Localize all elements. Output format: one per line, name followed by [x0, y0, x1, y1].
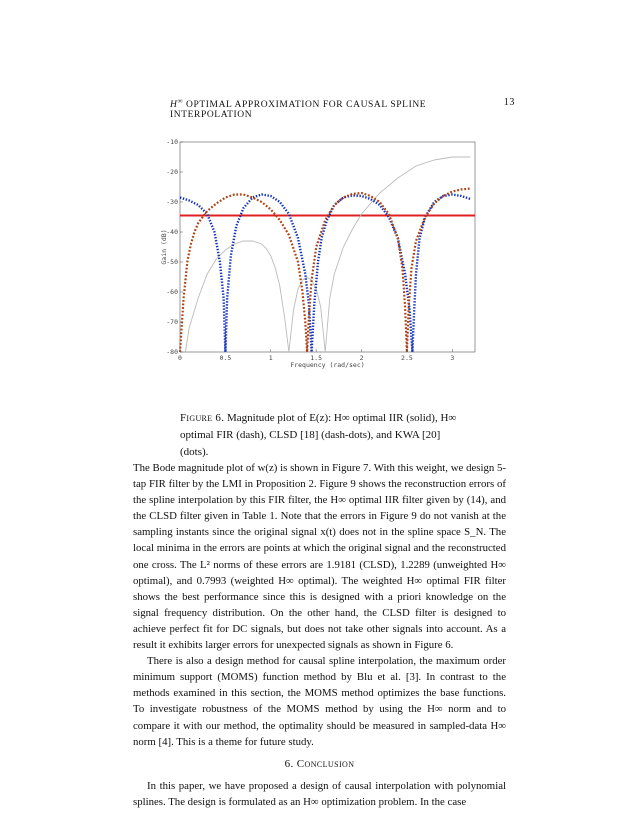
running-header [170, 97, 515, 121]
x-tick-label: 0 [178, 354, 182, 362]
y-tick-label: -60 [166, 288, 178, 296]
x-tick-label: 3 [450, 354, 455, 362]
header-inf: ∞ [177, 97, 184, 105]
section-title: 6. Conclusion [284, 757, 355, 770]
caption-text: Magnitude plot of E(z): H∞ optimal IIR (solid), H∞ optimal FIR (dash), CLSD [18] (dash-dots), and KWA [20] (dots). [180, 412, 457, 458]
paragraph-1: The Bode magnitude plot of w(z) is shown in Figure 7. With this weight, we design 5-tap FIR filter by the LMI in Proposition 2. Figure 9 shows the reconstruction errors of the spline interpolation by this FIR filter, the H∞ optimal IIR filter given by (14), and the CLSD filter given in Table 1. Note that the errors in Figure 9 do not vanish at the sampling instants since the original signal x(t) does not in the spline space S_N. The local minima in the errors are points at which the original signal and the reconstructed one cross. The L² norms of these errors are 1.9181 (CLSD), 1.2289 (unweighted H∞ optimal), and 0.7993 (weighted H∞ optimal). The weighted H∞ optimal FIR filter shows the best performance since this is designed with a priori knowledge on the signal frequency distribution. On the other hand, the CLSD filter is designed to achieve perfect fit for DC signals, but does not take other signals into account. As a result it exhibits larger errors for unexpected signals as shown in Figure 6. [133, 462, 506, 652]
x-tick-label: 2 [359, 354, 364, 362]
y-tick-label: -40 [166, 228, 178, 236]
caption-label: Figure 6. [180, 412, 225, 424]
x-tick-label: 0.5 [219, 354, 232, 362]
paragraph-2: There is also a design method for causal spline interpolation, the maximum order minimum support (MOMS) function method by Blu et al. [3]. In contrast to the methods examined in this section, the MOMS method optimizes the base functions. To investigate robustness of the MOMS method by using the H∞ norm and to compare it with our method, the optimality should be measured in sampled-data H∞ norm [4]. This is a theme for future study. [133, 655, 506, 748]
y-tick-label: -20 [166, 168, 178, 176]
x-tick-label: 2.5 [401, 354, 413, 362]
y-tick-label: -50 [166, 258, 178, 266]
header-title: OPTIMAL APPROXIMATION FOR CAUSAL SPLINE INTERPOLATION [170, 100, 427, 121]
series-line-dash [185, 157, 470, 352]
header-h: H [170, 100, 178, 111]
page-number: 13 [503, 97, 515, 108]
y-tick-label: -80 [166, 348, 178, 356]
paragraph-3: In this paper, we have proposed a design of causal interpolation with polynomial splines. The design is formulated as an H∞ optimization problem. In the case [133, 779, 506, 808]
y-tick-label: -10 [166, 138, 178, 146]
x-tick-label: 1 [268, 354, 273, 362]
body-text [133, 460, 506, 810]
x-tick-label: 1.5 [310, 354, 323, 362]
x-axis-label: Frequency (rad/sec) [290, 361, 365, 369]
magnitude-plot [150, 134, 480, 374]
y-tick-label: -70 [166, 318, 178, 326]
y-tick-label: -30 [166, 198, 178, 206]
y-axis-label: Gain (dB) [160, 229, 168, 265]
figure-caption [180, 410, 470, 461]
